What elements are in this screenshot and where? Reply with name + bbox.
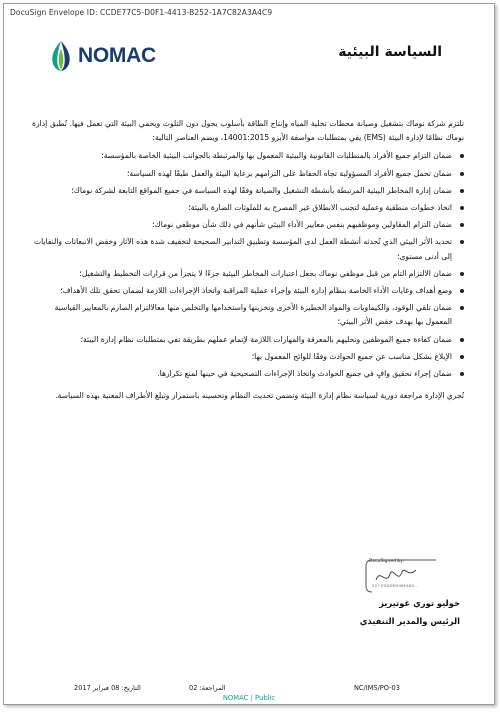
docusign-label: DocuSigned by: [369,559,405,564]
bullet-dot-icon [460,289,464,293]
list-item: ضمان تلقي الوقود، والكيماويات والمواد الخطيرة الأخرى وتخزينها واستخدامها والتخلص منها معالالتزام الصارم بالمعايير القياسية المعمول بها بهدف خفض الأثر البيئي؛ [32,301,464,329]
bullet-dot-icon [460,372,464,376]
footer-revision: المراجعة: 02 [189,684,226,692]
bullet-dot-icon [460,223,464,227]
bullet-dot-icon [460,172,464,176]
list-item: ضمان الالتزام التام من قبل موظفي نوماك بجعل اعتبارات المخاطر البيئية جزءًا لا يتجزأ من قرارات التخطيط والتشغيل؛ [32,267,464,281]
footer-document-id: NC/IMS/PO-03 [354,684,400,692]
list-item: ضمان التزام جميع الأفراد بالمتطلبات القانونية والبيئية المعمول بها والمرتبطة بالجوانب البيئية الخاصة بالمؤسسة؛ [32,149,464,163]
list-item: ضمان كفاءة جميع الموظفين وتحليهم بالمعرفة والمهارات اللازمة لإتمام عملهم بطريقة تفي بمتطلبات نظام إدارة البيئة؛ [32,333,464,347]
policy-body [32,117,464,403]
signer-role: الرئيس والمدير التنفيذي [359,616,460,626]
bullet-dot-icon [460,240,464,244]
signature-id: 207 E0DDED46E480... [372,583,419,588]
logo-wordmark: NOMAC [78,44,156,67]
list-item: الإبلاغ بشكل مناسب عن جميع الحوادث وفقًا للوائح المعمول بها؛ [32,350,464,364]
list-item: وضع أهداف وغايات الأداء الخاصة بنظام إدارة البيئة وإجراء عملية المراقبة واتخاذ الإجراءات اللازمة لضمان تحقق تلك الأهداف؛ [32,284,464,298]
document-page [3,3,495,705]
nomac-logo-icon [48,40,74,72]
intro-paragraph: تلتزم شركة نوماك بتشغيل وصيانة محطات تحلية المياه وإنتاج الطاقة بأسلوب يحول دون التلوث ويحمي البيئة التي تعمل فيها. تُطبق إدارة نوماك نظامًا لإدارة البيئة (EMS) يفي بمتطلبات مواصفة الأيزو 14001:2015، ويضم العناصر التالية: [32,119,464,143]
nomac-logo [48,40,156,72]
list-item: ضمان إدارة المخاطر البيئية المرتبطة بأنشطة التشغيل والصيانة وفقًا لهذه السياسة في جميع المواقع التابعة لشركة نوماك؛ [32,184,464,198]
list-item: ضمان إجراء تحقيق وافٍ في جميع الحوادث واتخاذ الإجراءات التصحيحية في حينها لمنع تكرارها. [32,367,464,381]
bullet-dot-icon [460,189,464,193]
bullet-dot-icon [460,306,464,310]
signer-name: خوليو توري غوتيريز [379,598,460,608]
bullet-dot-icon [460,338,464,342]
closing-paragraph: تُجري الإدارة مراجعة دورية لسياسة نظام إدارة البيئة وتضمن تحديث النظام وتحسينه باستمرار وتبلغ الأطراف المعنية بهذه السياسة. [55,391,464,401]
bullet-dot-icon [460,154,464,158]
footer-classification: NOMAC | Public [222,694,276,702]
bullet-dot-icon [460,272,464,276]
bullet-dot-icon [460,355,464,359]
bullet-dot-icon [460,206,464,210]
page-title: السياسة البيئية [338,44,442,60]
list-item: اتخاذ خطوات منطقية وعملية لتجنب الانطلاق غير المصرح به للملوثات الضارة بالبيئة؛ [32,201,464,215]
list-item: ضمان التزام المقاولين وموظفيهم بنفس معايير الأداء البيئي شأنهم في ذلك شأن موظفي نوماك؛ [32,218,464,232]
list-item: تحديد الأثر البيئي الذي تُحدثه أنشطة العمل لدى المؤسسة وتطبيق التدابير الصحيحة لتخفيف شدة هذه الآثار وخفض الانبعاثات والنفايات إلى أدنى مستوى؛ [32,235,464,263]
policy-bullet-list [32,149,464,381]
list-item: ضمان تحمل جميع الأفراد المسؤولية تجاه الحفاظ على التزامهم برعاية البيئة والعمل طبقًا لهذه السياسة؛ [32,167,464,181]
docusign-envelope-id: DocuSign Envelope ID: CCDE77C5-D0F1-4413-B252-1A7C82A3A4C9 [10,8,273,17]
footer-date: التاريخ: 08 فبراير 2017 [74,684,141,692]
